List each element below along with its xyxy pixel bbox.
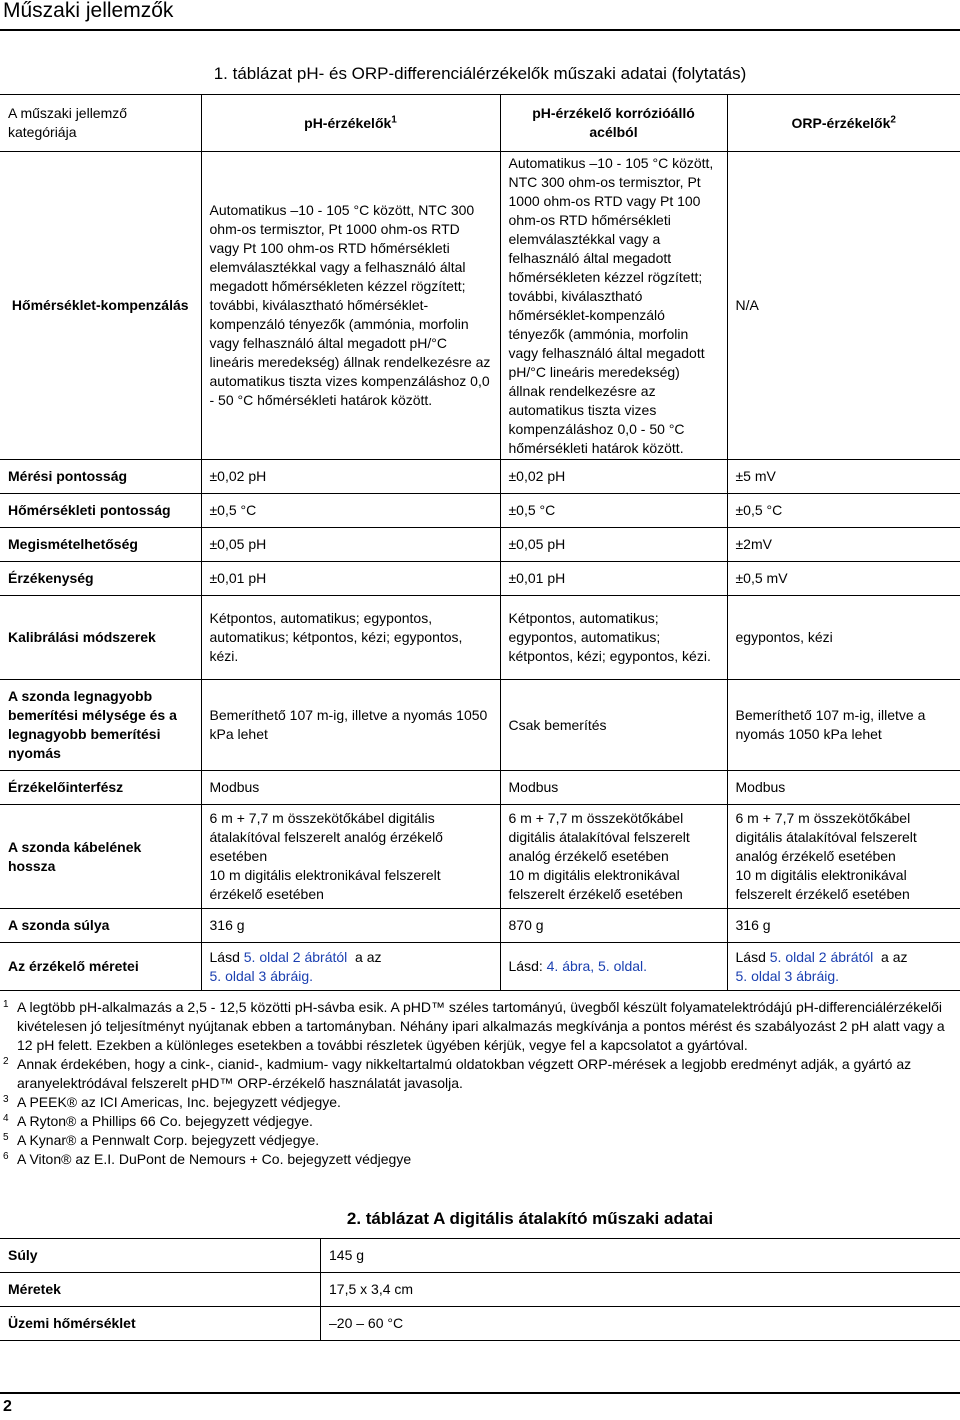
table-row [0,562,960,596]
row-cell: Lásd: 4. ábra, 5. oldal. [500,943,727,991]
row-label: Hőmérsékleti pontosság [0,494,201,528]
header-ph-sensors: pH-érzékelők$^1$ [201,95,500,152]
row-cell: ±0,05 pH [500,528,727,562]
row-cell: ±5 mV [727,460,960,494]
table-row [0,528,960,562]
cable-text-analog: 6 m + 7,7 m összekötőkábel digitális átalakítóval felszerelt analóg érzékelő esetében [209,810,443,864]
table-row [0,909,960,943]
table-row [0,152,960,460]
row-cell: Automatikus –10 - 105 °C között, NTC 300 ohm-os termisztor, Pt 1000 ohm-os RTD vagy Pt 100 ohm-os RTD hőmérsékleti elemválasztékkal vagy a felhasználó által megadott hőmérsékleten kézzel rögzített; további, kiválasztható hőmérséklet-kompenzáló tényezők (ammónia, morfolin vagy felhasználó által megadott pH/°C lineáris meredekség) állnak rendelkezésre az automatikus tiszta vizes kompenzáláshoz 0,0 - 50 °C hőmérsékleti határok között. [500,152,727,460]
table-row [0,943,960,991]
table-row [0,805,960,909]
figure-link[interactable]: 5. oldal 2 ábrától [769,948,874,965]
row-cell: ±0,01 pH [500,562,727,596]
row-label: Mérési pontosság [0,460,201,494]
footnote: 3 A PEEK® az ICI Americas, Inc. bejegyzett védjegye. [3,1094,341,1110]
row-cell: 145 g [321,1239,960,1273]
row-cell: Kétpontos, automatikus; egypontos, automatikus; kétpontos, kézi; egypontos, kézi. [201,596,500,680]
footnotes [3,998,955,1169]
row-label: Megismételhetőség [0,528,201,562]
row-cell: Lásd 5. oldal 2 ábrától a az 5. oldal 3 ábráig. [727,943,960,991]
spec-table [0,94,960,991]
header-orp-sensors: ORP-érzékelők$^2$ [727,95,960,152]
page-number: 2 [3,1398,12,1415]
cable-text-digital: 10 m digitális elektronikával felszerelt érzékelő esetében [209,867,441,902]
row-cell: ±0,5 mV [727,562,960,596]
row-label: Kalibrálási módszerek [0,596,201,680]
row-cell: ±2mV [727,528,960,562]
row-cell: N/A [727,152,960,460]
row-cell: ±0,02 pH [201,460,500,494]
table-row [0,596,960,680]
table-row [0,1239,960,1273]
row-cell: Modbus [727,771,960,805]
row-cell: 17,5 x 3,4 cm [321,1273,960,1307]
row-label: Méretek [0,1273,321,1307]
row-cell: Bemeríthető 107 m-ig, illetve a nyomás 1050 kPa lehet [727,680,960,771]
row-cell: 316 g [201,909,500,943]
row-cell: ±0,01 pH [201,562,500,596]
row-cell: Modbus [500,771,727,805]
row-cell [727,805,960,909]
table-row [0,680,960,771]
row-cell [500,805,727,909]
table-row [0,460,960,494]
row-label: A szonda súlya [0,909,201,943]
row-label: A szonda kábelének hossza [0,805,201,909]
section-title: Műszaki jellemzők [3,0,174,22]
cable-text-analog: 6 m + 7,7 m összekötőkábel digitális átalakítóval felszerelt analóg érzékelő esetében [735,810,917,864]
row-label: Súly [0,1239,321,1273]
table2-caption: 2. táblázat A digitális átalakító műszaki adatai [346,1209,714,1228]
row-cell: Bemeríthető 107 m-ig, illetve a nyomás 1050 kPa lehet [201,680,500,771]
row-cell: Csak bemerítés [500,680,727,771]
footnote: 5 A Kynar® a Pennwalt Corp. bejegyzett védjegye. [3,1132,320,1148]
table1-caption: 1. táblázat pH- és ORP-differenciálérzékelők műszaki adatai (folytatás) [213,64,747,83]
cable-text-analog: 6 m + 7,7 m összekötőkábel digitális átalakítóval felszerelt analóg érzékelő esetében [508,810,690,864]
figure-link[interactable]: 5. oldal 2 ábrától [243,948,348,965]
row-cell: Kétpontos, automatikus; egypontos, automatikus; kétpontos, kézi; egypontos, kézi. [500,596,727,680]
top-rule [0,29,960,31]
row-cell: egypontos, kézi [727,596,960,680]
row-cell: ±0,5 °C [727,494,960,528]
row-cell: 316 g [727,909,960,943]
row-label: Érzékenység [0,562,201,596]
header-category: A műszaki jellemző kategóriája [0,95,201,152]
row-cell [201,805,500,909]
converter-spec-table [0,1238,960,1341]
figure-link[interactable]: 4. ábra, 5. oldal. [546,958,648,974]
footnote: 4 A Ryton® a Phillips 66 Co. bejegyzett védjegye. [3,1113,313,1129]
footnote: 1 A legtöbb pH-alkalmazás a 2,5 - 12,5 közötti pH-sávba esik. A pHD™ széles tartományú, üvegből készült folyamatelektródájú pH-differenciálérzékelői kivételesen jó teljesítményt nyújtanak ebben a tartományban. Néhány ipari alkalmazás megkívánja a pontos mérést és szabályozást 2 pH alatt vagy a 12 pH felett. Ezekben a különleges esetekben a további részletek ügyében kérjük, vegye fel a kapcsolatot a gyártóval. [3,999,945,1053]
cable-text-digital: 10 m digitális elektronikával felszerelt érzékelő esetében [735,867,910,902]
row-cell: Automatikus –10 - 105 °C között, NTC 300 ohm-os termisztor, Pt 1000 ohm-os RTD vagy Pt 100 ohm-os RTD hőmérsékleti elemválasztékkal vagy a felhasználó által megadott hőmérsékleten kézzel rögzített; további, kiválasztható hőmérséklet-kompenzáló tényezők (ammónia, morfolin vagy felhasználó által megadott pH/°C lineáris meredekség) állnak rendelkezésre az automatikus tiszta vizes kompenzáláshoz 0,0 - 50 °C hőmérsékleti határok között. [201,152,500,460]
row-label: Hőmérséklet-kompenzálás [0,152,201,460]
row-label: Az érzékelő méretei [0,943,201,991]
row-cell: –20 – 60 °C [321,1307,960,1341]
row-cell: Lásd 5. oldal 2 ábrától a az 5. oldal 3 ábráig. [201,943,500,991]
row-cell: Modbus [201,771,500,805]
table-row [0,1273,960,1307]
bottom-rule [0,1392,960,1394]
figure-link[interactable]: 5. oldal 3 ábráig. [735,967,840,984]
row-label: Érzékelőinterfész [0,771,201,805]
footnote: 6 A Viton® az E.I. DuPont de Nemours + Co. bejegyzett védjegye [3,1151,412,1167]
row-cell: 870 g [500,909,727,943]
header-ph-steel: pH-érzékelő korrózióálló acélból [500,95,727,152]
row-label: A szonda legnagyobb bemerítési mélysége és a legnagyobb bemerítési nyomás [0,680,201,771]
table-row [0,494,960,528]
row-cell: ±0,02 pH [500,460,727,494]
row-cell: ±0,05 pH [201,528,500,562]
table-row [0,1307,960,1341]
table-row [0,771,960,805]
cable-text-digital: 10 m digitális elektronikával felszerelt érzékelő esetében [508,867,683,902]
footnote: 2 Annak érdekében, hogy a cink-, cianid-, kadmium- vagy nikkeltartalmú oldatokban végzett ORP-mérések a legjobb eredményt adják, a gyártó az aranyelektródával felszerelt pHD™ ORP-érzékelő használatát javasolja. [3,1056,912,1091]
row-cell: ±0,5 °C [500,494,727,528]
table-header-row [0,95,960,152]
figure-link[interactable]: 5. oldal 3 ábráig. [209,967,314,984]
row-label: Üzemi hőmérséklet [0,1307,321,1341]
row-cell: ±0,5 °C [201,494,500,528]
